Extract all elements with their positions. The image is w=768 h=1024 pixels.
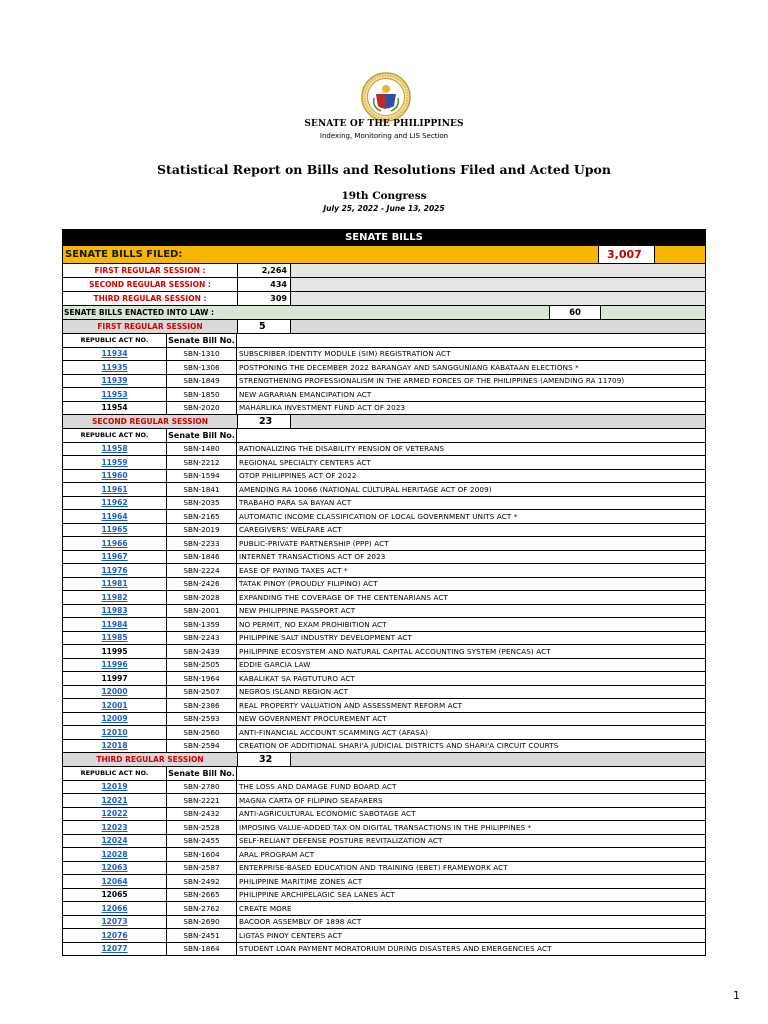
senate-bill-number: SBN-2035 <box>166 497 237 510</box>
act-title: STRENGTHENING PROFESSIONALISM IN THE ARMED FORCES OF THE PHILIPPINES (AMENDING RA 11709) <box>239 376 625 386</box>
act-title: ENTERPRISE-BASED EDUCATION AND TRAINING (EBET) FRAMEWORK ACT <box>239 863 508 873</box>
ra-number-link[interactable]: 12076 <box>101 930 128 940</box>
act-title: ANTI-AGRICULTURAL ECONOMIC SABOTAGE ACT <box>239 809 416 819</box>
table-row <box>62 781 706 795</box>
act-title: PHILIPPINE SALT INDUSTRY DEVELOPMENT ACT <box>239 633 412 643</box>
ra-number-link[interactable]: 12000 <box>101 687 128 697</box>
session-filed-label: FIRST REGULAR SESSION : <box>94 266 206 275</box>
ra-number-link[interactable]: 12073 <box>101 917 128 927</box>
table-row <box>62 645 706 659</box>
ra-number-link[interactable]: 11985 <box>101 633 128 643</box>
senate-bill-number: SBN-2439 <box>166 645 237 658</box>
table-row <box>62 591 706 605</box>
act-title: IMPOSING VALUE-ADDED TAX ON DIGITAL TRANSACTIONS IN THE PHILIPPINES * <box>239 822 532 832</box>
senate-bill-number: SBN-1850 <box>166 388 237 401</box>
ra-number-link[interactable]: 12028 <box>101 849 128 859</box>
act-title: THE LOSS AND DAMAGE FUND BOARD ACT <box>239 782 397 792</box>
congress-label: 19th Congress <box>341 190 427 202</box>
ra-number-cell <box>63 740 166 753</box>
session-subheader <box>62 415 706 429</box>
ra-number-link[interactable]: 11961 <box>101 484 128 494</box>
ra-number-link[interactable]: 12009 <box>101 714 128 724</box>
act-title: CREATION OF ADDITIONAL SHARI'A JUDICIAL DISTRICTS AND SHARI'A CIRCUIT COURTS <box>239 741 559 751</box>
ra-number-link[interactable]: 11935 <box>101 362 128 372</box>
table-row <box>62 794 706 808</box>
senate-bills-table <box>62 229 706 956</box>
table-row <box>62 361 706 375</box>
ra-number-cell <box>63 443 166 456</box>
senate-bill-number: SBN-2233 <box>166 537 237 550</box>
ra-number-cell <box>63 902 166 915</box>
ra-number-cell <box>63 821 166 834</box>
ra-number-cell <box>63 699 166 712</box>
senate-bill-number: SBN-2243 <box>166 632 237 645</box>
senate-bill-number: SBN-2492 <box>166 875 237 888</box>
session-subheader <box>62 753 706 767</box>
act-title: SELF-RELIANT DEFENSE POSTURE REVITALIZATION ACT <box>239 836 443 846</box>
senate-bill-number: SBN-1846 <box>166 551 237 564</box>
column-header-ra: REPUBLIC ACT NO. <box>80 769 149 778</box>
session-enacted-count: 5 <box>237 320 291 333</box>
ra-number-cell <box>63 375 166 388</box>
ra-number-link[interactable]: 12063 <box>101 863 128 873</box>
ra-number-link[interactable]: 11953 <box>101 389 128 399</box>
act-title: OTOP PHILIPPINES ACT OF 2022 <box>239 471 357 481</box>
ra-number-cell <box>63 551 166 564</box>
act-title: TRABAHO PARA SA BAYAN ACT <box>239 498 352 508</box>
senate-bill-number: SBN-2432 <box>166 808 237 821</box>
ra-number-cell <box>63 497 166 510</box>
ra-number-cell <box>63 848 166 861</box>
senate-bill-number: SBN-1604 <box>166 848 237 861</box>
session-filed-row <box>62 292 706 306</box>
ra-number: 11954 <box>101 403 128 413</box>
ra-number-cell <box>63 470 166 483</box>
table-row <box>62 929 706 943</box>
table-row <box>62 699 706 713</box>
ra-number-cell <box>63 618 166 631</box>
organization-name: SENATE OF THE PHILIPPINES <box>304 119 464 129</box>
department-name: Indexing, Monitoring and LIS Section <box>319 132 449 140</box>
ra-number-link[interactable]: 12022 <box>101 809 128 819</box>
table-row <box>62 659 706 673</box>
session-subheader-blank <box>291 320 705 333</box>
column-header-row <box>62 334 706 348</box>
ra-number-cell <box>63 726 166 739</box>
ra-number-cell <box>63 713 166 726</box>
senate-bill-number: SBN-2690 <box>166 916 237 929</box>
ra-number-cell <box>63 348 166 361</box>
column-header-sbn: Senate Bill No. <box>166 767 237 780</box>
act-title: AMENDING RA 10066 (NATIONAL CULTURAL HERITAGE ACT OF 2009) <box>239 484 492 494</box>
act-title: INTERNET TRANSACTIONS ACT OF 2023 <box>239 552 386 562</box>
ra-number-link[interactable]: 11967 <box>101 552 128 562</box>
column-header-sbn: Senate Bill No. <box>166 429 237 442</box>
senate-bill-number: SBN-2665 <box>166 889 237 902</box>
act-title: PUBLIC-PRIVATE PARTNERSHIP (PPP) ACT <box>239 538 389 548</box>
senate-bill-number: SBN-2386 <box>166 699 237 712</box>
ra-number-cell <box>63 524 166 537</box>
ra-number-link[interactable]: 11958 <box>101 444 128 454</box>
ra-number-link[interactable]: 12018 <box>101 741 128 751</box>
senate-bill-number: SBN-1864 <box>166 943 237 956</box>
senate-bill-number: SBN-1841 <box>166 483 237 496</box>
senate-bill-number: SBN-2001 <box>166 605 237 618</box>
session-filed-count: 2,264 <box>237 264 291 277</box>
table-row <box>62 443 706 457</box>
ra-number-cell <box>63 632 166 645</box>
senate-bill-number: SBN-2587 <box>166 862 237 875</box>
senate-bill-number: SBN-2221 <box>166 794 237 807</box>
ra-number-cell <box>63 862 166 875</box>
senate-bill-number: SBN-2507 <box>166 686 237 699</box>
ra-number-cell <box>63 578 166 591</box>
senate-bill-number: SBN-2593 <box>166 713 237 726</box>
ra-number-cell <box>63 875 166 888</box>
act-title: REAL PROPERTY VALUATION AND ASSESSMENT REFORM ACT <box>239 700 463 710</box>
table-row <box>62 388 706 402</box>
senate-bill-number: SBN-2165 <box>166 510 237 523</box>
act-title: KABALIKAT SA PAGTUTURO ACT <box>239 673 356 683</box>
ra-number-cell <box>63 794 166 807</box>
table-row <box>62 740 706 754</box>
session-filed-blank <box>291 264 705 277</box>
ra-number-cell <box>63 943 166 956</box>
act-title: SUBSCRIBER IDENTITY MODULE (SIM) REGISTRATION ACT <box>239 349 451 359</box>
ra-number-cell <box>63 645 166 658</box>
ra-number-cell <box>63 388 166 401</box>
table-row <box>62 835 706 849</box>
act-title: STUDENT LOAN PAYMENT MORATORIUM DURING DISASTERS AND EMERGENCIES ACT <box>239 944 552 954</box>
table-row <box>62 578 706 592</box>
senate-bill-number: SBN-2426 <box>166 578 237 591</box>
act-title: EDDIE GARCIA LAW <box>239 660 311 670</box>
session-filed-count: 434 <box>237 278 291 291</box>
ra-number-link[interactable]: 11982 <box>101 592 128 602</box>
senate-bill-number: SBN-1964 <box>166 672 237 685</box>
act-title: PHILIPPINE ECOSYSTEM AND NATURAL CAPITAL ACCOUNTING SYSTEM (PENCAS) ACT <box>239 646 551 656</box>
bills-filed-total: 3,007 <box>598 246 655 263</box>
act-title: PHILIPPINE MARITIME ZONES ACT <box>239 876 363 886</box>
table-row <box>62 632 706 646</box>
bills-enacted-total: 60 <box>549 306 601 319</box>
session-filed-count: 309 <box>237 292 291 305</box>
act-title: POSTPONING THE DECEMBER 2022 BARANGAY AND SANGGUNIANG KABATAAN ELECTIONS * <box>239 362 579 372</box>
senate-bill-number: SBN-2594 <box>166 740 237 753</box>
session-enacted-count: 23 <box>237 415 291 428</box>
table-row <box>62 726 706 740</box>
column-header-row <box>62 767 706 781</box>
ra-number-link[interactable]: 12010 <box>101 727 128 737</box>
senate-bill-number: SBN-1480 <box>166 443 237 456</box>
bills-enacted-row <box>62 306 706 320</box>
act-title: NEW PHILIPPINE PASSPORT ACT <box>239 606 356 616</box>
act-title: CAREGIVERS' WELFARE ACT <box>239 525 342 535</box>
table-row <box>62 551 706 565</box>
table-row <box>62 483 706 497</box>
act-title: NEW GOVERNMENT PROCUREMENT ACT <box>239 714 387 724</box>
ra-number-link[interactable]: 11960 <box>101 471 128 481</box>
ra-number-link[interactable]: 12064 <box>101 876 128 886</box>
ra-number-link[interactable]: 12021 <box>101 795 128 805</box>
table-row <box>62 605 706 619</box>
senate-bill-number: SBN-2451 <box>166 929 237 942</box>
table-row <box>62 862 706 876</box>
table-row <box>62 889 706 903</box>
session-subheader <box>62 320 706 334</box>
table-row <box>62 808 706 822</box>
table-row <box>62 686 706 700</box>
ra-number-cell <box>63 456 166 469</box>
ra-number-link[interactable]: 12024 <box>101 836 128 846</box>
ra-number-cell <box>63 929 166 942</box>
senate-bill-number: SBN-2212 <box>166 456 237 469</box>
table-row <box>62 537 706 551</box>
session-filed-blank <box>291 292 705 305</box>
ra-number-cell <box>63 835 166 848</box>
bills-filed-label: SENATE BILLS FILED: <box>65 249 183 260</box>
column-header-title <box>237 334 705 347</box>
session-filed-blank <box>291 278 705 291</box>
table-row <box>62 510 706 524</box>
act-title: AUTOMATIC INCOME CLASSIFICATION OF LOCAL GOVERNMENT UNITS ACT * <box>239 511 518 521</box>
ra-number-cell <box>63 916 166 929</box>
ra-number: 11995 <box>101 646 128 656</box>
session-name: FIRST REGULAR SESSION <box>97 322 203 331</box>
table-row <box>62 564 706 578</box>
table-row <box>62 713 706 727</box>
act-title: BACOOR ASSEMBLY OF 1898 ACT <box>239 917 362 927</box>
ra-number-link[interactable]: 12019 <box>101 782 128 792</box>
session-filed-row <box>62 278 706 292</box>
senate-bill-number: SBN-1306 <box>166 361 237 374</box>
senate-bill-number: SBN-2780 <box>166 781 237 794</box>
senate-bill-number: SBN-2762 <box>166 902 237 915</box>
table-row <box>62 902 706 916</box>
ra-number-cell <box>63 781 166 794</box>
act-title: NO PERMIT, NO EXAM PROHIBITION ACT <box>239 619 387 629</box>
table-row <box>62 916 706 930</box>
table-row <box>62 402 706 416</box>
ra-number-cell <box>63 808 166 821</box>
ra-number-cell <box>63 402 166 415</box>
ra-number-link[interactable]: 12066 <box>101 903 128 913</box>
senate-bill-number: SBN-2019 <box>166 524 237 537</box>
ra-number: 12065 <box>101 890 128 900</box>
table-row <box>62 875 706 889</box>
act-title: EXPANDING THE COVERAGE OF THE CENTENARIANS ACT <box>239 592 448 602</box>
ra-number-cell <box>63 510 166 523</box>
session-subheader-blank <box>291 415 705 428</box>
ra-number-cell <box>63 537 166 550</box>
act-title: PHILIPPINE ARCHIPELAGIC SEA LANES ACT <box>239 890 395 900</box>
ra-number-cell <box>63 361 166 374</box>
table-banner: SENATE BILLS <box>62 229 706 246</box>
act-title: TATAK PINOY (PROUDLY FILIPINO) ACT <box>239 579 378 589</box>
act-title: CREATE MORE <box>239 903 292 913</box>
session-enacted-count: 32 <box>237 753 291 766</box>
page-number: 1 <box>733 989 740 1002</box>
ra-number-link[interactable]: 12077 <box>101 944 128 954</box>
column-header-sbn: Senate Bill No. <box>166 334 237 347</box>
senate-seal-logo <box>361 72 411 122</box>
session-filed-label: THIRD REGULAR SESSION : <box>93 294 207 303</box>
senate-bill-number: SBN-1849 <box>166 375 237 388</box>
senate-bill-number: SBN-2560 <box>166 726 237 739</box>
act-title: LIGTAS PINOY CENTERS ACT <box>239 930 343 940</box>
ra-number-link[interactable]: 11959 <box>101 457 128 467</box>
session-name: THIRD REGULAR SESSION <box>96 755 204 764</box>
session-name: SECOND REGULAR SESSION <box>91 417 209 426</box>
table-row <box>62 375 706 389</box>
act-title: ANTI-FINANCIAL ACCOUNT SCAMMING ACT (AFASA) <box>239 727 429 737</box>
ra-number-link[interactable]: 11976 <box>101 565 128 575</box>
ra-number-link[interactable]: 11983 <box>101 606 128 616</box>
ra-number-cell <box>63 686 166 699</box>
senate-bill-number: SBN-1310 <box>166 348 237 361</box>
table-row <box>62 524 706 538</box>
ra-number-link[interactable]: 11996 <box>101 660 128 670</box>
table-row <box>62 348 706 362</box>
ra-number-link[interactable]: 11966 <box>101 538 128 548</box>
ra-number-cell <box>63 483 166 496</box>
senate-bill-number: SBN-1359 <box>166 618 237 631</box>
column-header-row <box>62 429 706 443</box>
ra-number: 11997 <box>101 673 128 683</box>
act-title: ARAL PROGRAM ACT <box>239 849 315 859</box>
table-row <box>62 618 706 632</box>
ra-number-cell <box>63 591 166 604</box>
act-title: EASE OF PAYING TAXES ACT * <box>239 565 348 575</box>
ra-number-link[interactable]: 11965 <box>101 525 128 535</box>
act-title: NEW AGRARIAN EMANCIPATION ACT <box>239 389 372 399</box>
session-subheader-blank <box>291 753 705 766</box>
act-title: RATIONALIZING THE DISABILITY PENSION OF VETERANS <box>239 444 445 454</box>
act-title: NEGROS ISLAND REGION ACT <box>239 687 349 697</box>
ra-number-cell <box>63 889 166 902</box>
senate-bill-number: SBN-2455 <box>166 835 237 848</box>
ra-number-link[interactable]: 12023 <box>101 822 128 832</box>
table-row <box>62 943 706 957</box>
table-row <box>62 497 706 511</box>
table-row <box>62 470 706 484</box>
act-title: MAHARLIKA INVESTMENT FUND ACT OF 2023 <box>239 403 406 413</box>
ra-number-link[interactable]: 11984 <box>101 619 128 629</box>
table-row <box>62 848 706 862</box>
bills-enacted-label: SENATE BILLS ENACTED INTO LAW : <box>64 308 215 317</box>
senate-bill-number: SBN-2020 <box>166 402 237 415</box>
ra-number-cell <box>63 564 166 577</box>
ra-number-cell <box>63 605 166 618</box>
ra-number-link[interactable]: 12001 <box>101 700 128 710</box>
senate-bill-number: SBN-2528 <box>166 821 237 834</box>
bills-filed-row <box>62 246 706 264</box>
column-header-title <box>237 767 705 780</box>
ra-number-link[interactable]: 11981 <box>101 579 128 589</box>
act-title: REGIONAL SPECIALTY CENTERS ACT <box>239 457 371 467</box>
column-header-ra: REPUBLIC ACT NO. <box>80 336 149 345</box>
ra-number-cell <box>63 672 166 685</box>
ra-number-link[interactable]: 11962 <box>101 498 128 508</box>
ra-number-link[interactable]: 11934 <box>101 349 128 359</box>
ra-number-link[interactable]: 11964 <box>101 511 128 521</box>
session-filed-row <box>62 264 706 278</box>
table-row <box>62 456 706 470</box>
table-row <box>62 672 706 686</box>
column-header-ra: REPUBLIC ACT NO. <box>80 431 149 440</box>
senate-bill-number: SBN-2028 <box>166 591 237 604</box>
ra-number-cell <box>63 659 166 672</box>
report-title: Statistical Report on Bills and Resolutions Filed and Acted Upon <box>157 162 611 177</box>
act-title: MAGNA CARTA OF FILIPINO SEAFARERS <box>239 795 383 805</box>
table-row <box>62 821 706 835</box>
senate-bill-number: SBN-2224 <box>166 564 237 577</box>
date-range: July 25, 2022 - June 13, 2025 <box>323 204 445 213</box>
session-filed-label: SECOND REGULAR SESSION : <box>89 280 211 289</box>
senate-bill-number: SBN-1594 <box>166 470 237 483</box>
column-header-title <box>237 429 705 442</box>
senate-bill-number: SBN-2505 <box>166 659 237 672</box>
ra-number-link[interactable]: 11939 <box>101 376 128 386</box>
